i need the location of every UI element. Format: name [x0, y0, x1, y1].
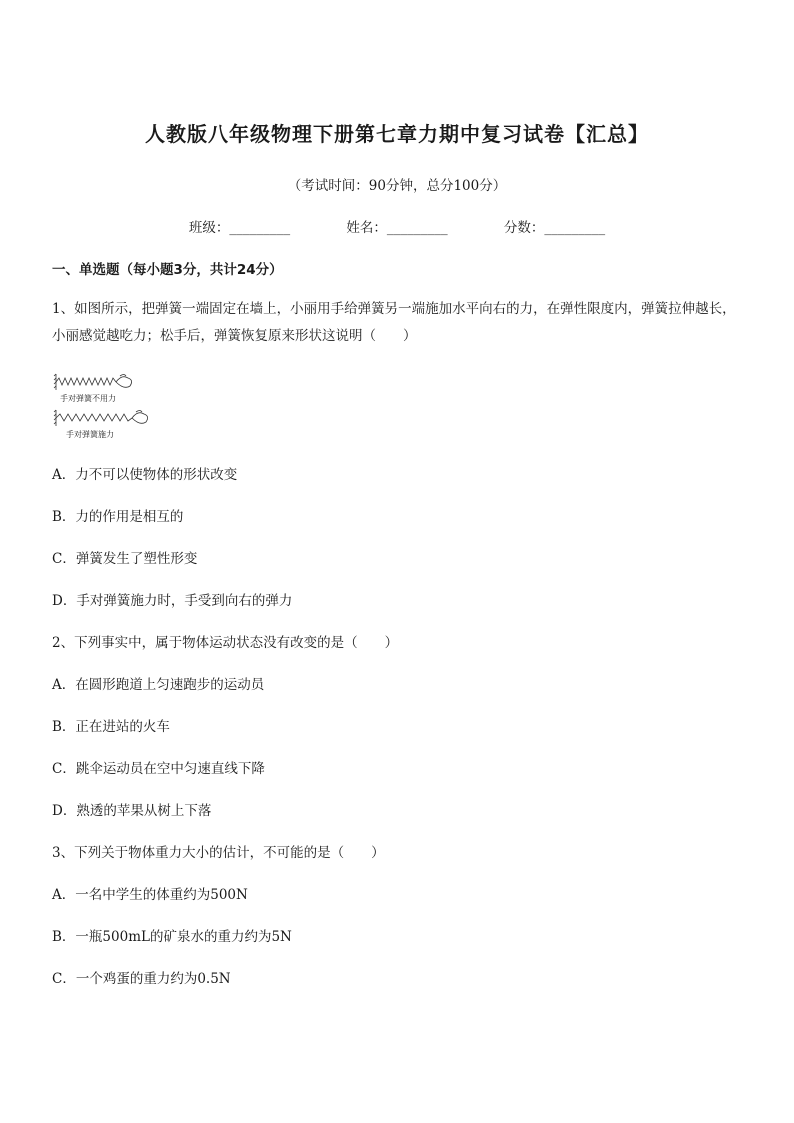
q2-option-a[interactable]: A．在圆形跑道上匀速跑步的运动员 [52, 677, 265, 693]
student-info-row [0, 216, 794, 236]
score-field: 分数：_________ [503, 220, 606, 236]
q3-option-b[interactable]: B．一瓶500mL的矿泉水的重力约为5N [52, 929, 292, 945]
question-3-text: 3、下列关于物体重力大小的估计，不可能的是（ ） [52, 845, 385, 861]
q1-option-d[interactable]: D．手对弹簧施力时，手受到向右的弹力 [52, 593, 293, 609]
spring-stretched-illustration [54, 410, 148, 426]
name-field: 姓名：_________ [346, 220, 448, 236]
exam-title: 人教版八年级物理下册第七章力期中复习试卷【汇总】 [145, 122, 649, 146]
spring-figure [52, 368, 162, 444]
class-field: 班级：_________ [188, 220, 291, 236]
q2-option-b[interactable]: B．正在进站的火车 [52, 719, 170, 735]
q2-option-c[interactable]: C．跳伞运动员在空中匀速直线下降 [52, 761, 265, 777]
q3-option-a[interactable]: A．一名中学生的体重约为500N [52, 887, 248, 903]
exam-subtitle: （考试时间：90分钟，总分100分） [287, 178, 507, 194]
q3-option-c[interactable]: C．一个鸡蛋的重力约为0.5N [52, 971, 231, 987]
question-2-text: 2、下列事实中，属于物体运动状态没有改变的是（ ） [52, 635, 399, 651]
q1-option-a[interactable]: A．力不可以使物体的形状改变 [52, 467, 238, 483]
q2-option-d[interactable]: D．熟透的苹果从树上下落 [52, 803, 212, 819]
figure-label-stretched: 手对弹簧施力 [66, 430, 114, 439]
question-1-text: 1、如图所示，把弹簧一端固定在墙上，小丽用手给弹簧另一端施加水平向右的力，在弹性限度内，弹簧拉伸越长，小丽感觉越吃力；松手后，弹簧恢复原来形状这说明（ ） [52, 301, 736, 344]
q1-option-c[interactable]: C．弹簧发生了塑性形变 [52, 551, 198, 567]
spring-relaxed-illustration [54, 374, 132, 390]
q1-option-b[interactable]: B．力的作用是相互的 [52, 509, 184, 525]
figure-label-relaxed: 手对弹簧不用力 [60, 394, 116, 403]
section-heading: 一、单选题（每小题3分，共计24分） [52, 262, 283, 278]
